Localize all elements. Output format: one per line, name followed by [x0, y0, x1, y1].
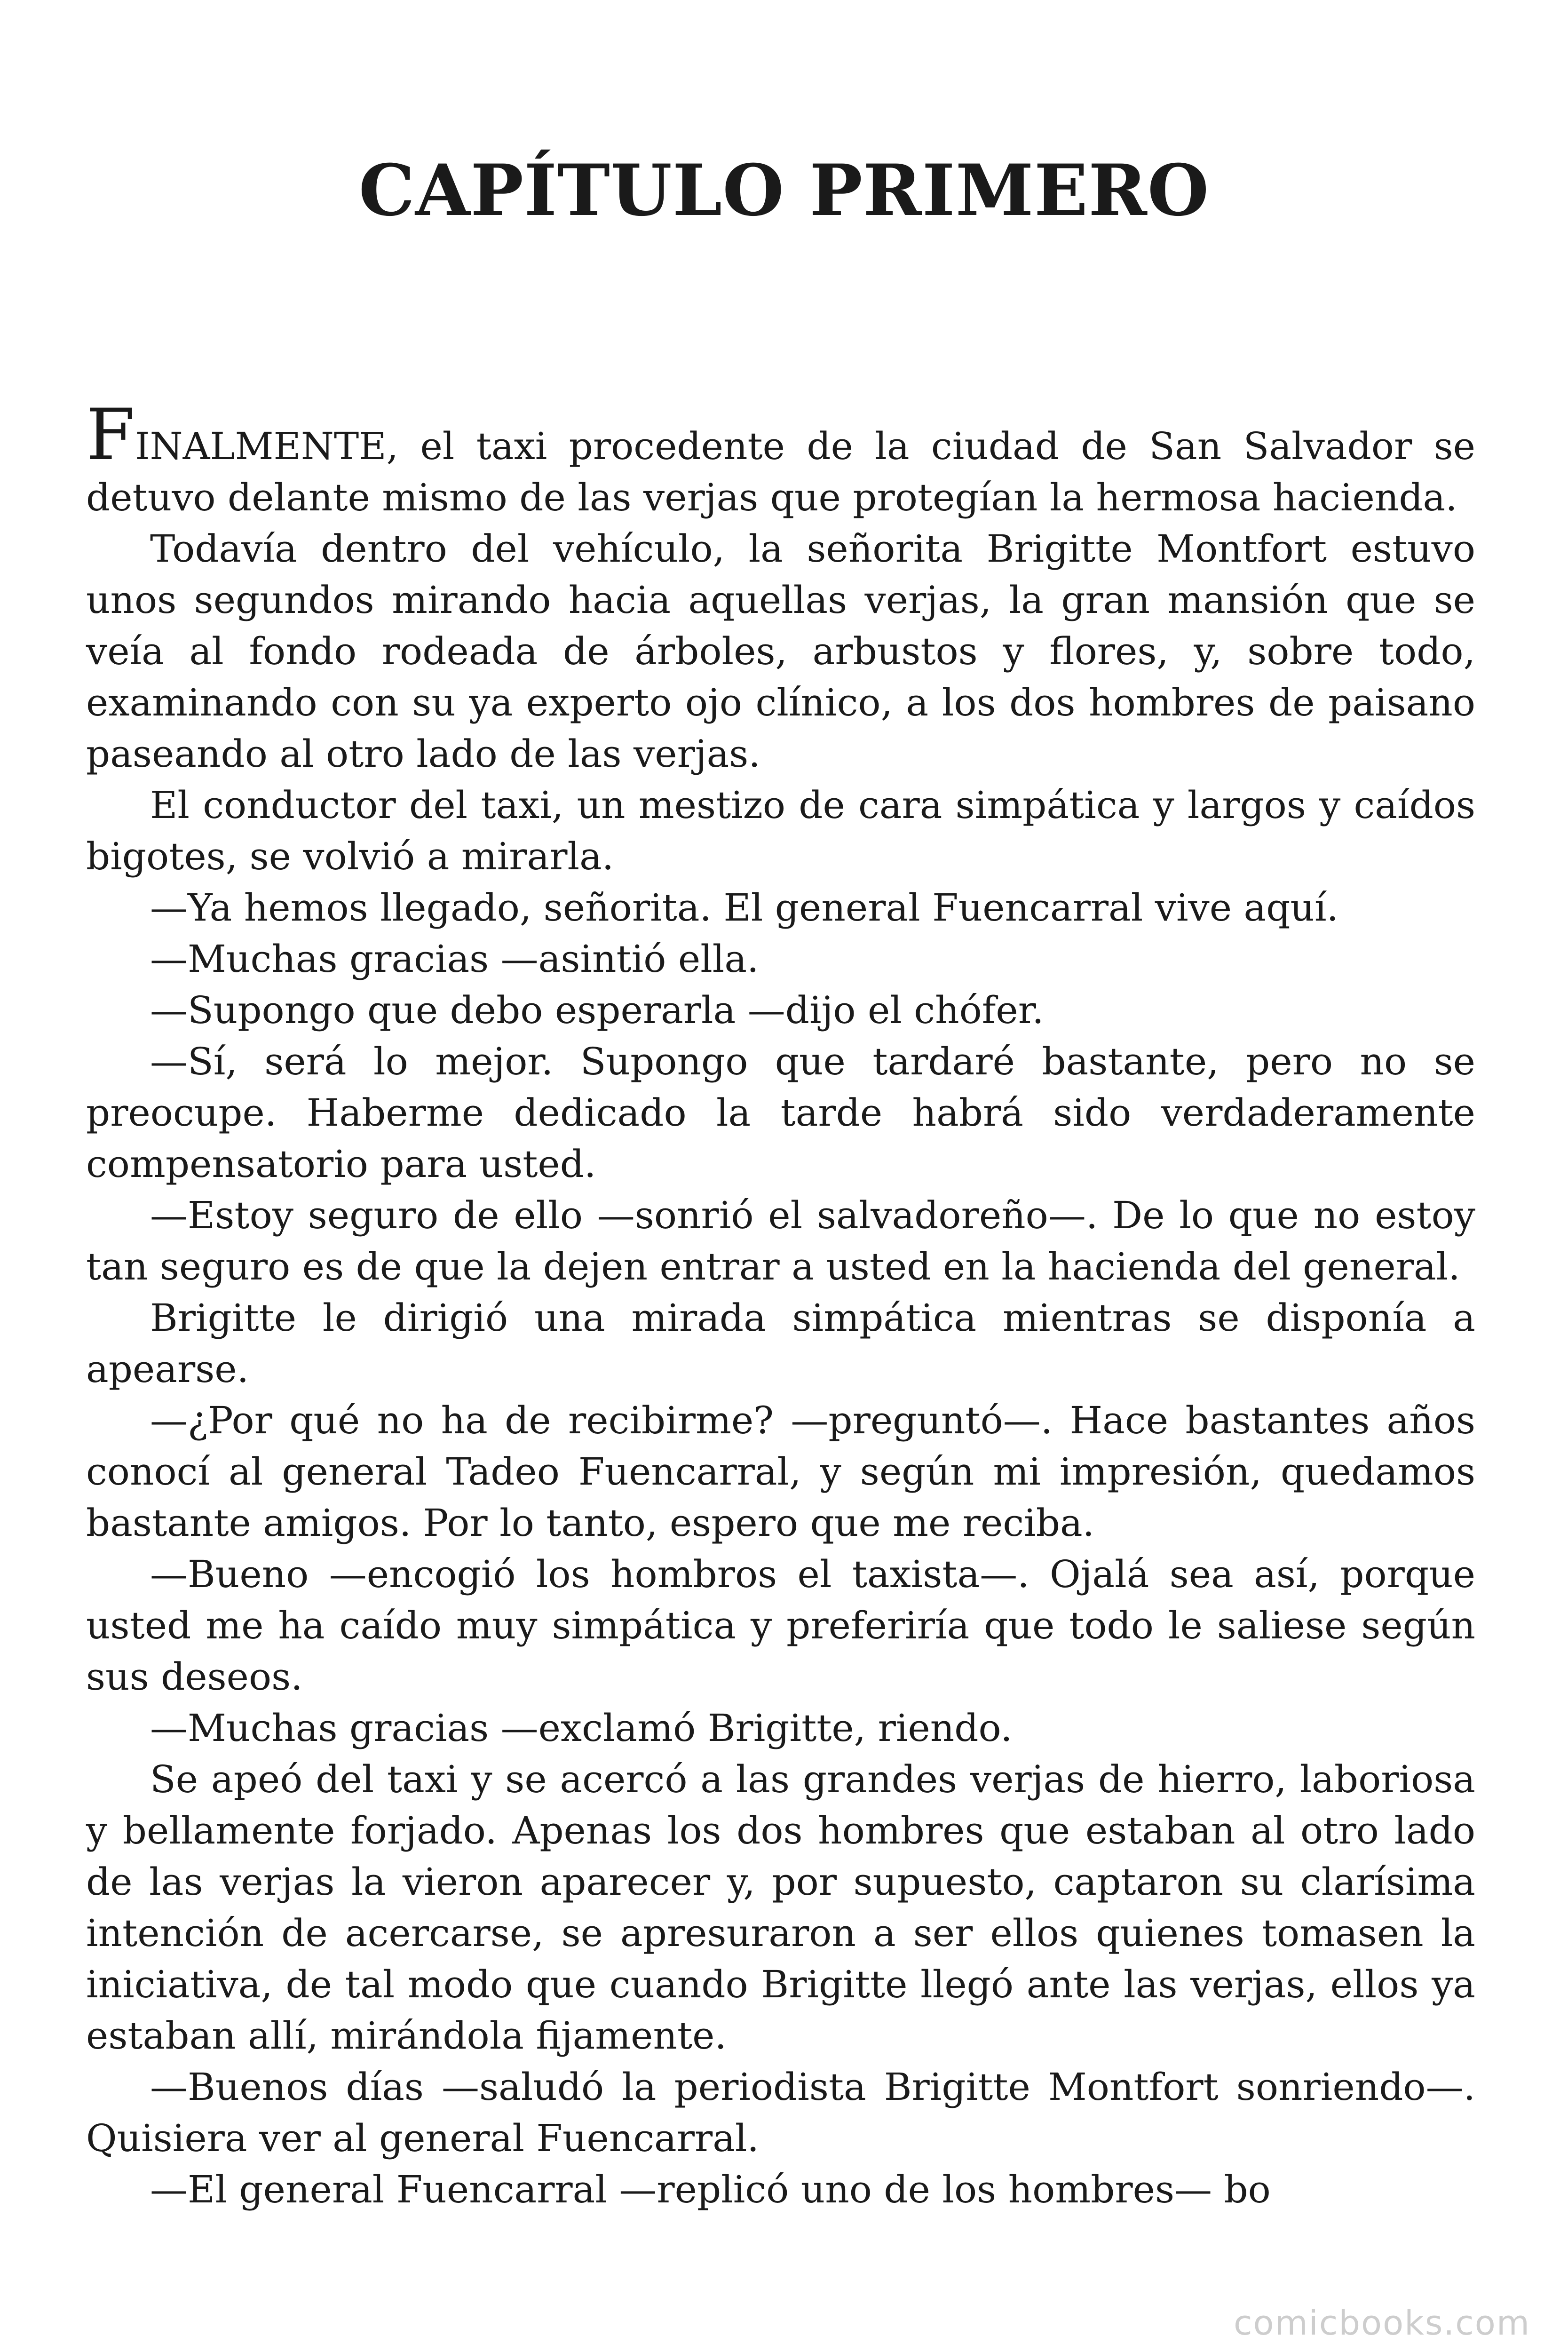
paragraph: El conductor del taxi, un mestizo de cara simpática y largos y caídos bigotes, se volvió a mirarla. — [86, 783, 1475, 878]
paragraph: Se apeó del taxi y se acercó a las grandes verjas de hierro, laboriosa y bellamente forjado. Apenas los dos hombres que estaban al otro lado de las verjas la vieron aparecer y, por supuesto, captaron su clarísima intención de acercarse, se apresuraron a ser ellos quienes tomasen la iniciativa, de tal modo que cuando Brigitte llegó ante las verjas, ellos ya estaban allí, mirándola fijamente. — [86, 1757, 1475, 2058]
dialogue-line: —Ya hemos llegado, señorita. El general Fuencarral vive aquí. — [150, 886, 1338, 930]
dialogue-line: —El general Fuencarral —replicó uno de los hombres— bo — [150, 2168, 1271, 2211]
dialogue-line: —Muchas gracias —exclamó Brigitte, riendo. — [150, 1706, 1013, 1750]
dialogue-line: —Sí, será lo mejor. Supongo que tardaré bastante, pero no se preocupe. Haberme dedicado la tarde habrá sido verdaderamente compensatorio para usted. — [86, 1040, 1475, 1186]
paragraph: Brigitte le dirigió una mirada simpática mientras se disponía a apearse. — [86, 1296, 1475, 1391]
dialogue-line: —Bueno —encogió los hombros el taxista—. Ojalá sea así, porque usted me ha caído muy simpática y preferiría que todo le saliese según sus deseos. — [86, 1552, 1475, 1699]
opening-smallcaps: INALMENTE — [135, 424, 387, 468]
dialogue-line: —Supongo que debo esperarla —dijo el chófer. — [150, 988, 1044, 1032]
paragraph: Todavía dentro del vehículo, la señorita Brigitte Montfort estuvo unos segundos mirando hacia aquellas verjas, la gran mansión que se veía al fondo rodeada de árboles, arbustos y flores, y, sobre todo, examinando con su ya experto ojo clínico, a los dos hombres de paisano paseando al otro lado de las verjas. — [86, 527, 1475, 776]
drop-cap: F — [86, 394, 135, 476]
dialogue-line: —Muchas gracias —asintió ella. — [150, 937, 759, 981]
dialogue-line: —¿Por qué no ha de recibirme? —preguntó—. Hace bastantes años conocí al general Tadeo Fuencarral, y según mi impresión, quedamos bastante amigos. Por lo tanto, espero que me reciba. — [86, 1398, 1475, 1545]
dialogue-line: —Estoy seguro de ello —sonrió el salvadoreño—. De lo que no estoy tan seguro es de que la dejen entrar a usted en la hacienda del general. — [86, 1193, 1475, 1288]
watermark: comicbooks.com — [1233, 2303, 1530, 2343]
opening-text: , el taxi procedente de la ciudad de San Salvador se detuvo delante mismo de las verjas que protegían la hermosa hacienda. — [86, 424, 1475, 519]
opening-paragraph — [86, 394, 1475, 523]
chapter-body — [86, 394, 1475, 2215]
chapter-title: CAPÍTULO PRIMERO — [358, 149, 1210, 232]
dialogue-line: —Buenos días —saludó la periodista Brigitte Montfort sonriendo—. Quisiera ver al general Fuencarral. — [86, 2065, 1475, 2160]
